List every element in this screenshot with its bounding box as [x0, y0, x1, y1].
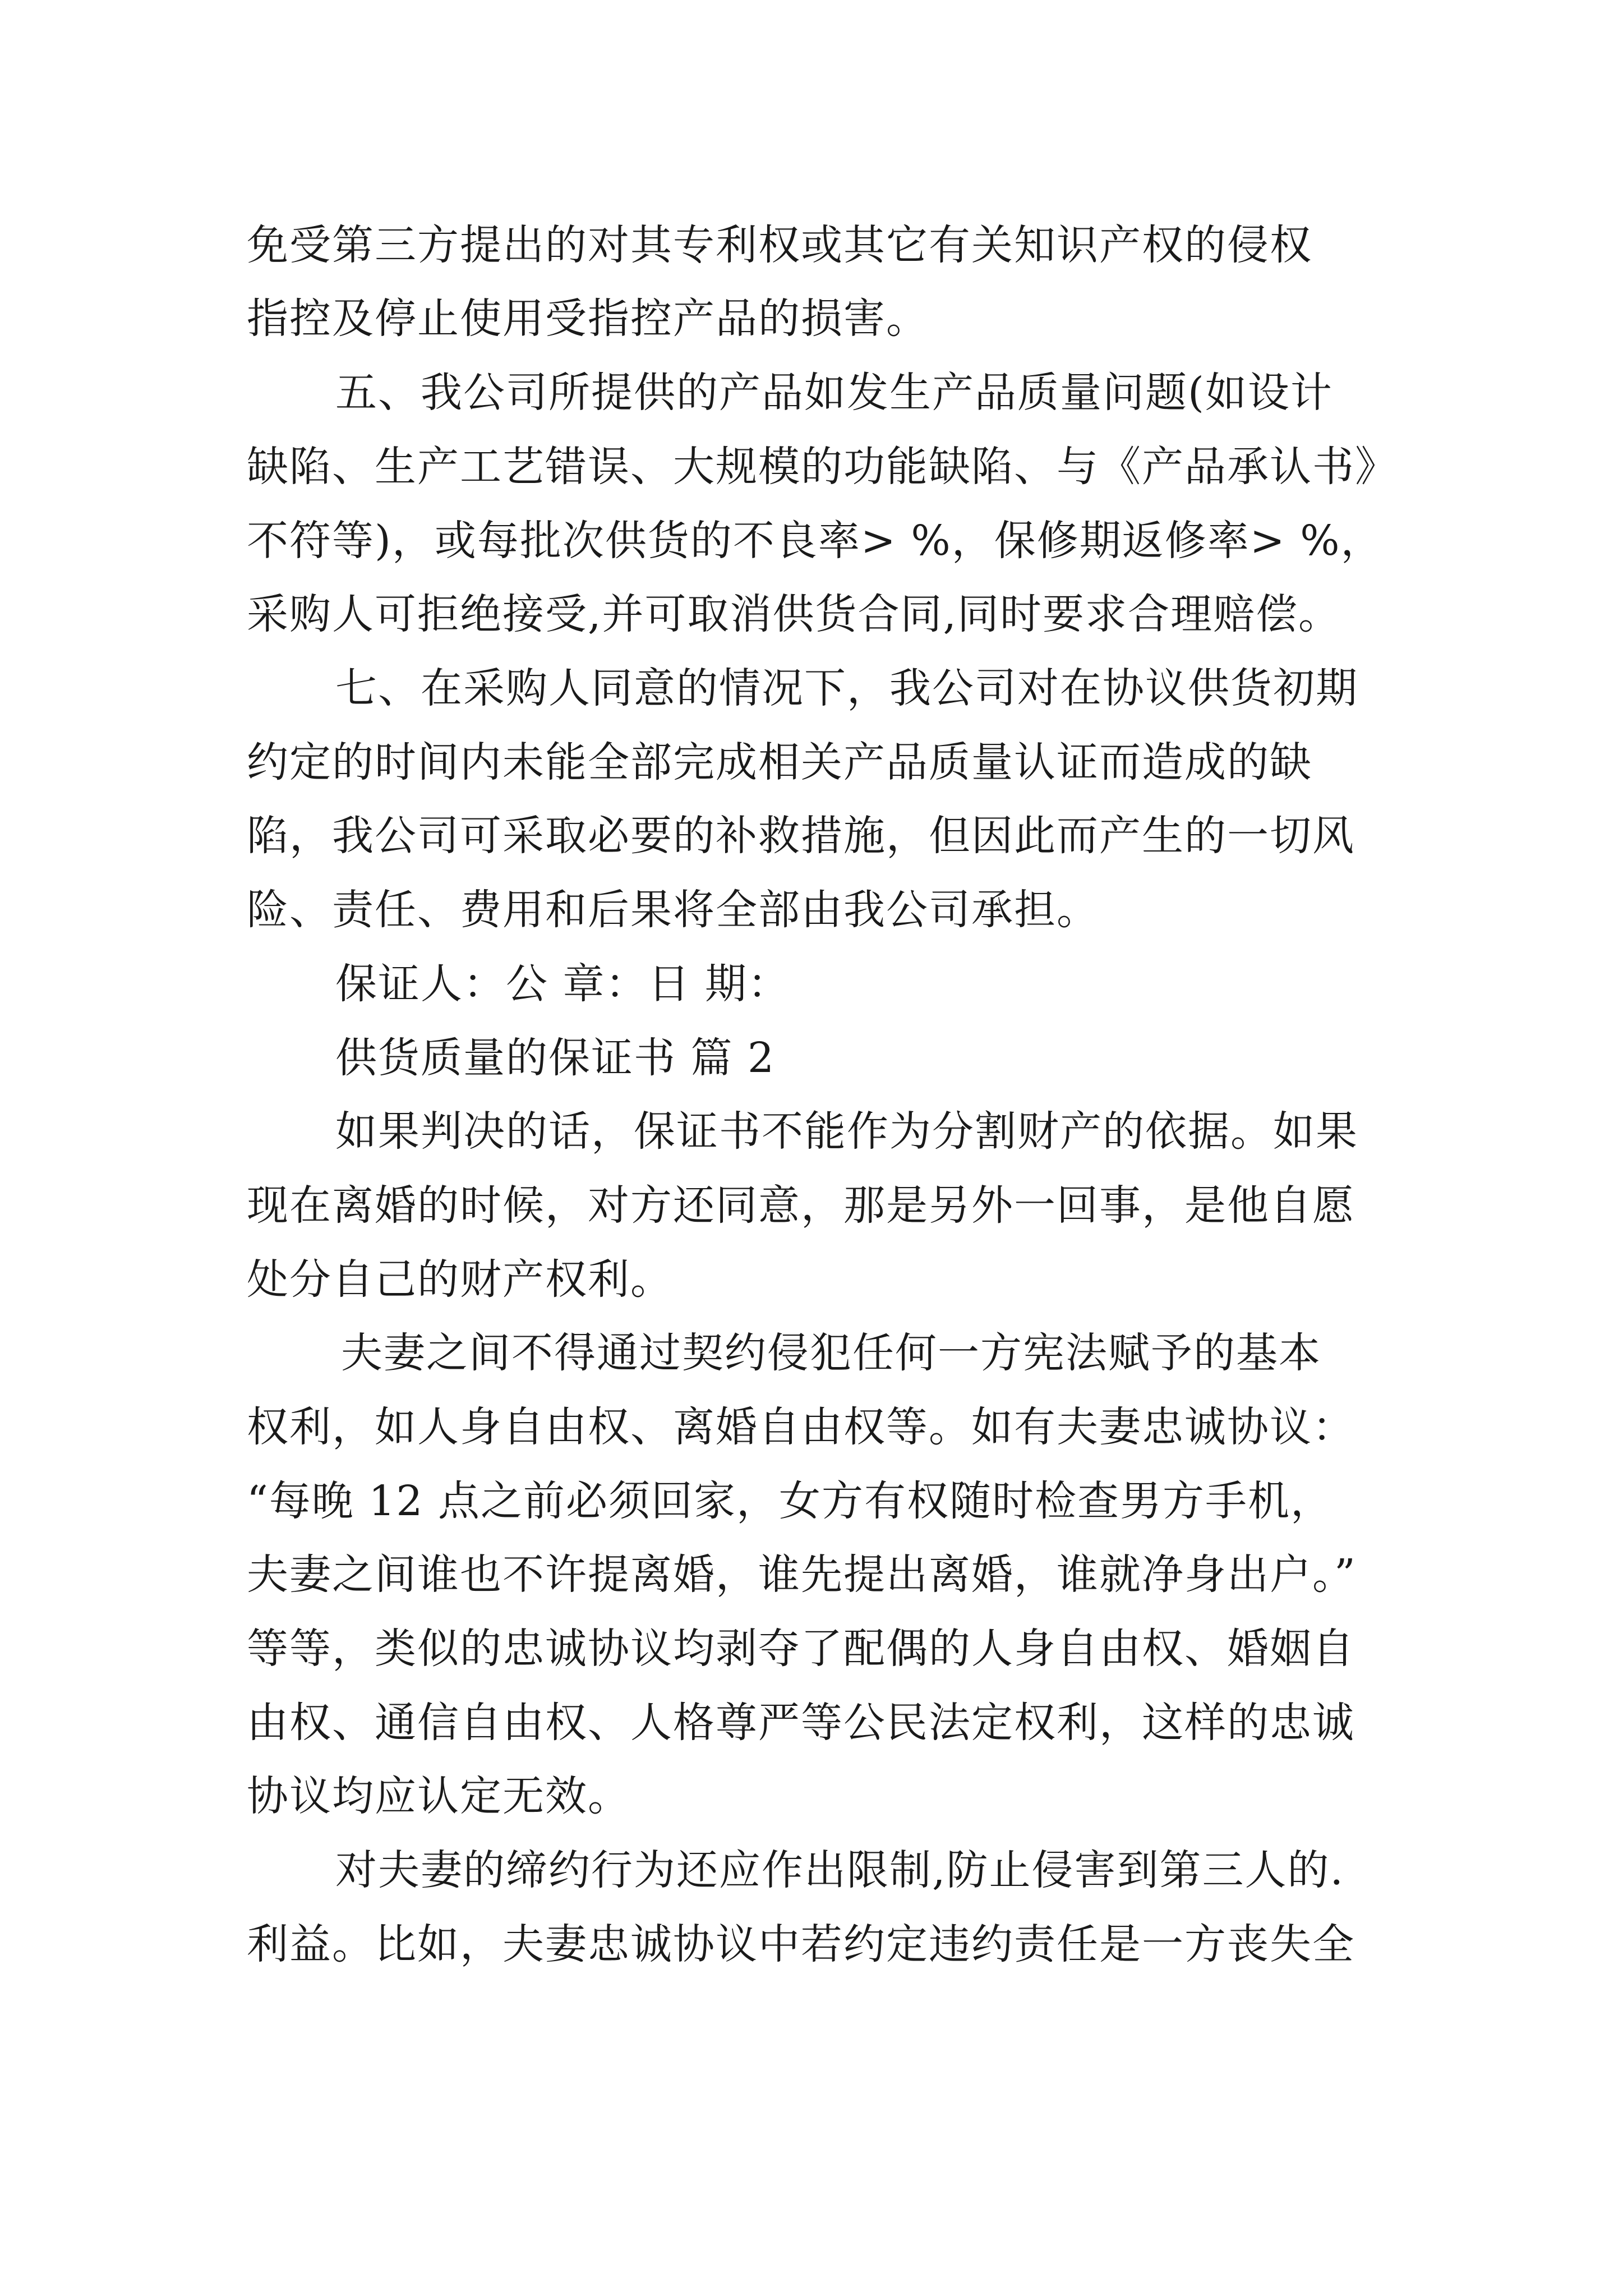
text-line: 陷，我公司可采取必要的补救措施，但因此而产生的一切风 — [247, 812, 1355, 860]
text-line: 不符等)，或每批次供货的不良率> %，保修期返修率> %， — [247, 517, 1384, 565]
text-line: 现在离婚的时候，对方还同意，那是另外一回事，是他自愿 — [247, 1181, 1355, 1230]
text-line: 由权、通信自由权、人格尊严等公民法定权利，这样的忠诚 — [247, 1699, 1355, 1747]
text-line: 夫妻之间不得通过契约侵犯任何一方宪法赋予的基本 — [341, 1329, 1321, 1377]
text-line: 五、我公司所提供的产品如发生产品质量问题(如设计 — [335, 369, 1333, 417]
text-line: 免受第三方提出的对其专利权或其它有关知识产权的侵权 — [247, 221, 1312, 269]
text-line: 指控及停止使用受指控产品的损害。 — [247, 295, 929, 343]
text-line: 权利，如人身自由权、离婚自由权等。如有夫妻忠诚协议： — [247, 1403, 1355, 1451]
text-line: 等等，类似的忠诚协议均剥夺了配偶的人身自由权、婚姻自 — [247, 1625, 1355, 1673]
text-line: 采购人可拒绝接受,并可取消供货合同,同时要求合理赔偿。 — [247, 590, 1341, 638]
text-line: 险、责任、费用和后果将全部由我公司承担。 — [247, 886, 1099, 934]
text-line: 协议均应认定无效。 — [247, 1772, 630, 1820]
text-line: 如果判决的话，保证书不能作为分割财产的依据。如果 — [335, 1107, 1358, 1156]
text-line: 对夫妻的缔约行为还应作出限制,防止侵害到第三人的. — [335, 1846, 1345, 1894]
text-line: 缺陷、生产工艺错误、大规模的功能缺陷、与《产品承认书》 — [247, 443, 1398, 491]
text-line: “每晚 12 点之前必须回家，女方有权随时检查男方手机， — [247, 1477, 1334, 1525]
section-heading: 供货质量的保证书 篇 2 — [335, 1034, 776, 1082]
text-line: 夫妻之间谁也不许提离婚，谁先提出离婚，谁就净身出户。” — [247, 1550, 1357, 1599]
text-line: 利益。比如，夫妻忠诚协议中若约定违约责任是一方丧失全 — [247, 1920, 1355, 1968]
text-line: 约定的时间内未能全部完成相关产品质量认证而造成的缺 — [247, 738, 1312, 786]
signature-line: 保证人：公 章：日 期： — [335, 960, 791, 1008]
text-line: 处分自己的财产权利。 — [247, 1255, 673, 1304]
text-line: 七、在采购人同意的情况下，我公司对在协议供货初期 — [335, 664, 1358, 712]
